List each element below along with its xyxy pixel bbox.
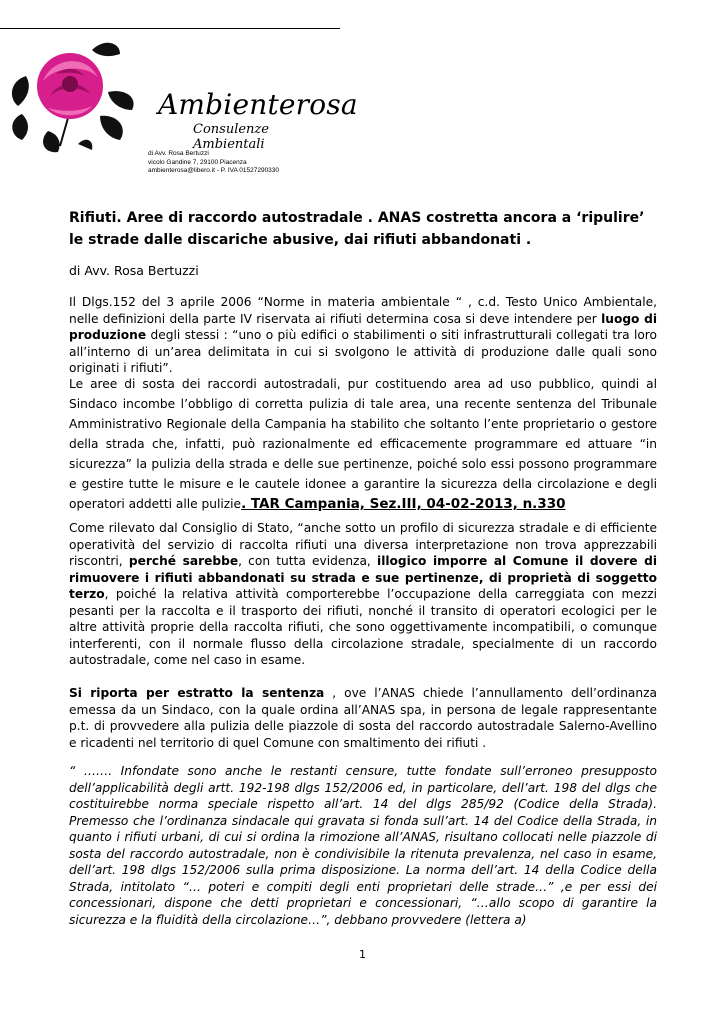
- author-byline: di Avv. Rosa Bertuzzi: [69, 263, 199, 278]
- paragraph-text: Le aree di sosta dei raccordi autostradali, pur costituendo area ad uso pubblico, quindi al Sindaco incombe l’obbligo di corretta pulizia di tale area, una recente sentenza del Tribunale Amministrativo Regionale della Campania ha stabilito che soltanto l’ente proprietario o gestore della strada che, infatti, può razionalmente ed efficacemente programmare ed attuare “in sicurezza” la pulizia della strada e delle sue pertinenze, poiché solo essi possono programmare e gestire tutte le misure e le cautele idonee a garantire la sicurezza della circolazione e degli operatori addetti alle pulizie: [69, 377, 657, 511]
- logo-info-name: di Avv. Rosa Bertuzzi: [148, 150, 209, 157]
- bold-phrase: Si riporta per estratto la sentenza: [69, 686, 325, 700]
- paragraph-rest-areas: [69, 374, 657, 514]
- paragraph-text: degli stessi : “uno o più edifici o stabilimenti o siti infrastrutturali collegati tra loro all’interno di un’area delimitata in cui si svolgono le attività di produzione dalle quali sono originati i rifiuti”.: [69, 328, 657, 375]
- logo: [8, 36, 358, 174]
- paragraph-text: , con tutta evidenza,: [238, 554, 378, 568]
- logo-info-email: ambienterosa@libero.it - P. IVA 01527290330: [148, 167, 280, 174]
- paragraph-excerpt-intro: [69, 685, 657, 751]
- court-citation: . TAR Campania, Sez.III, 04-02-2013, n.330: [241, 496, 566, 512]
- paragraph-text: , poiché la relativa attività comporterebbe l’occupazione della carreggiata con mezzi pesanti per la raccolta e il trasporto dei rifiuti, nonché il transito di operatori ecologici per le altre attività proprie della raccolta rifiuti, che sono oggettivamente incompatibili, o comunque interferenti, con il normale flusso della circolazione stradale, specialmente di un raccordo autostradale, come nel caso in esame.: [69, 587, 657, 667]
- paragraph-definitions: [69, 294, 657, 377]
- document-title: Rifiuti. Aree di raccordo autostradale . ANAS costretta ancora a ‘ripulire’ le strade dalle discariche abusive, dai rifiuti abbandonati .: [69, 210, 645, 248]
- logo-subtitle: Consulenze Ambientali: [193, 122, 269, 152]
- rose-icon: [8, 36, 148, 154]
- top-rule: [0, 28, 340, 29]
- bold-phrase: perché sarebbe: [128, 554, 239, 568]
- paragraph-quoted-ruling: “ ……. Infondate sono anche le restanti censure, tutte fondate sull’erroneo presupposto dell’applicabilità degli artt. 192-198 dlgs 152/2006 ed, in particolare, dell’art. 198 del dlgs che costituirebbe norma speciale rispetto all’art. 14 del dlgs 285/92 (Codice della Strada). Premesso che l’ordinanza sindacale qui gravata si fonda sull’art. 14 del Codice della Strada, in quanto i rifiuti urbani, di cui si ordina la rimozione all’ANAS, risultano collocati nelle piazzole di sosta del raccordo autostradale, non è condivisibile la ritenuta prevalenza, nel caso in esame, dell’art. 198 dlgs 152/2006 sulla prima disposizione. La norma dell’art. 14 della Codice della Strada, intitolato “… poteri e compiti degli enti proprietari delle strade…” ,e per essi dei concessionari, dispone che detti proprietari e concessionari, “…allo scopo di garantire la sicurezza e la fluidità della circolazione…”, debbano provvedere (lettera a): [69, 764, 657, 927]
- paragraph-text: , ove l’ANAS chiede l’annullamento dell’ordinanza emessa da un Sindaco, con la quale ordina all’ANAS spa, in persona de legale rappresentante p.t. di provvedere alla pulizia delle piazzole di sosta del raccordo autostradale Salerno-Avellino e ricadenti nel territorio di quel Comune con smaltimento dei rifiuti .: [69, 686, 657, 750]
- logo-contact-info: [148, 150, 279, 176]
- paragraph-council-of-state: [69, 520, 657, 669]
- logo-wordmark: Ambienterosa: [158, 88, 358, 121]
- paragraph-text: Il Dlgs.152 del 3 aprile 2006 “Norme in materia ambientale “ , c.d. Testo Unico Ambientale, nelle definizioni della parte IV riservata ai rifiuti determina cosa si deve intendere per: [69, 295, 657, 326]
- logo-info-address: vicolo Gandine 7, 29100 Piacenza: [148, 158, 247, 166]
- paragraph-text: Come rilevato dal Consiglio di Stato, “anche sotto un profilo di sicurezza stradale e di efficiente operatività del servizio di raccolta rifiuti una diversa interpretazione non trova apprezzabili riscontri,: [69, 521, 657, 568]
- page-number: 1: [359, 948, 366, 961]
- bold-term: luogo di produzione: [69, 311, 657, 342]
- bold-phrase: illogico imporre al Comune il dovere di rimuovere i rifiuti abbandonati su strada e sue pertinenze, di proprietà di soggetto terzo: [69, 554, 657, 601]
